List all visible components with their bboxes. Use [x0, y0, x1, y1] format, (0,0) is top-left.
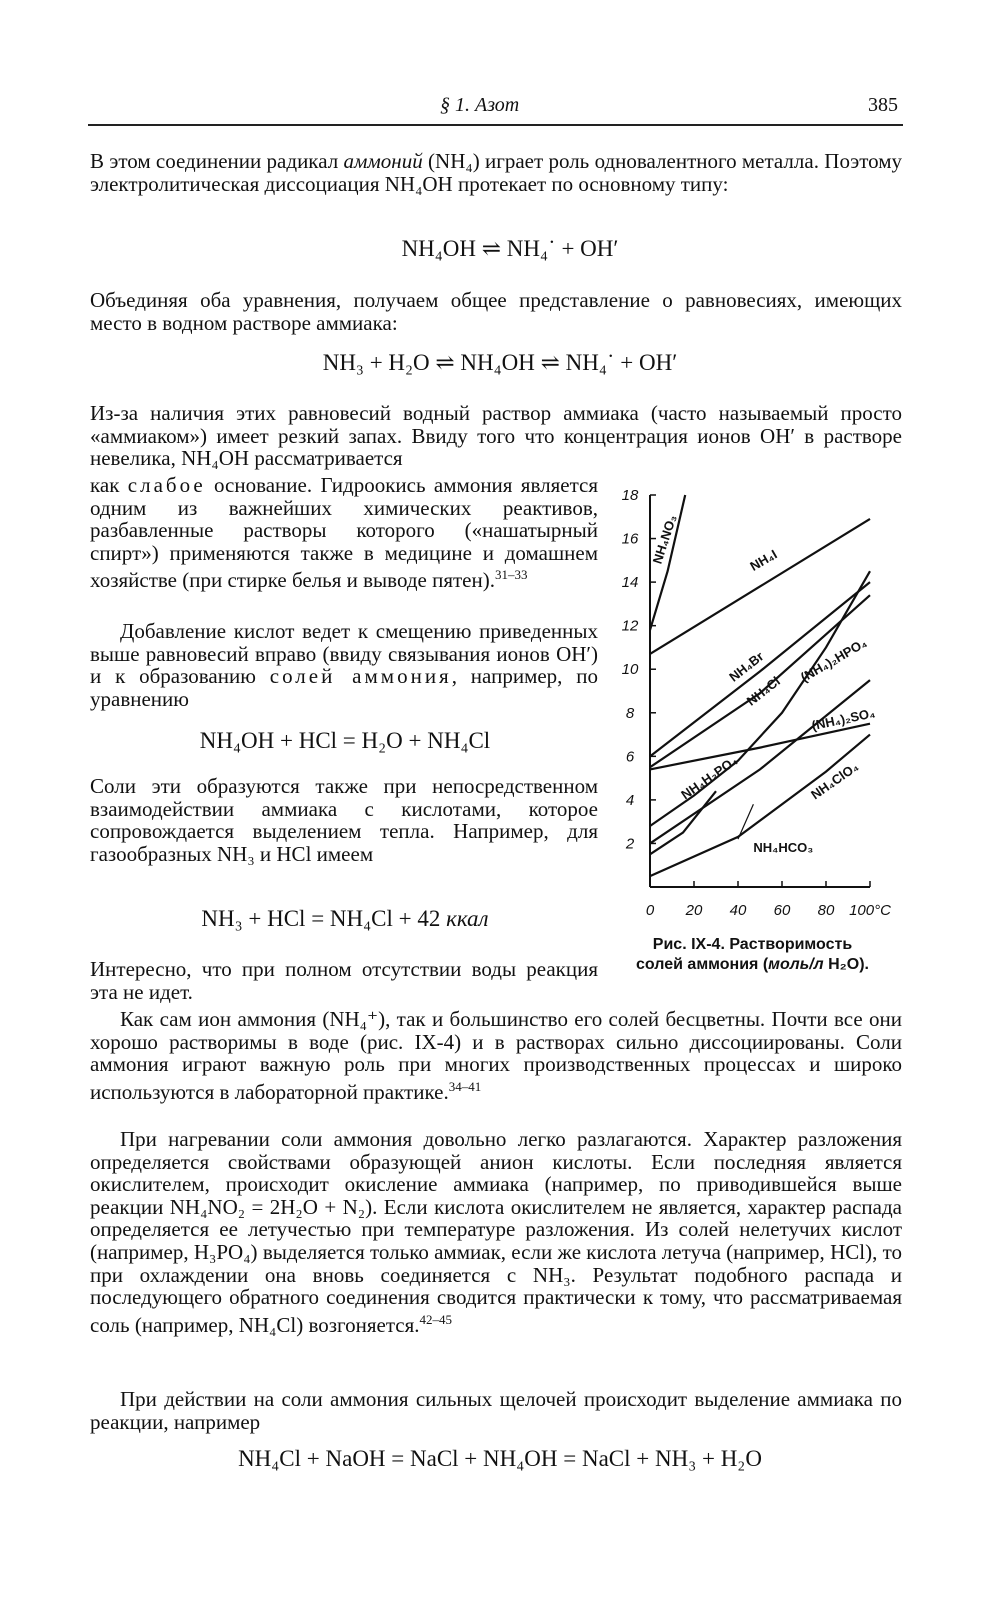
y-tick-label: 4 [625, 791, 635, 809]
series-label: NH₄Br [726, 648, 767, 685]
y-tick-label: 10 [621, 661, 639, 679]
x-tick-label: 40 [729, 902, 747, 919]
y-tick-label: 14 [621, 574, 639, 592]
figure-caption [605, 935, 900, 975]
paragraph-1: В этом соединении радикал аммоний (NH₄) играет роль одновалентного металла. Поэтому электролитическая диссоциация NH₄OH протекает по основному типу: [90, 149, 902, 196]
x-tick-label: 80 [817, 902, 835, 919]
paragraph-5: Добавление кислот ведет к смещению приведенных выше равновесий вправо (ввиду связывания ионов OH′) и к образованию солей аммония, например, по уравнению [90, 619, 598, 711]
series-line [650, 595, 870, 767]
y-tick-label: 6 [625, 748, 635, 766]
paragraph-6: Соли эти образуются также при непосредственном взаимодействии аммиака с кислотами, которое сопровождается выделением тепла. Например, для газообразных NH₃ и HCl имеем [90, 774, 598, 866]
x-tick-label: 100°C [849, 902, 891, 919]
series-label: NH₄NO₃ [649, 512, 680, 566]
paragraph-4: как слабое основание. Гидроокись аммония является одним из важнейших химических реактивов, разбавленные растворы которого («нашатырный спирт») применяются также в медицине и домашнем хозяйстве (при стирке белья и выводе пятен).$^{31-33}$ [90, 473, 598, 593]
equation-3: NH₄OH + HCl = H₂O + NH₄Cl [199, 728, 491, 753]
series-label: NH₄I [747, 546, 780, 574]
equation-2: NH₃ + H₂O ⇌ NH₄OH ⇌ NH₄˙ + OH′ [322, 350, 678, 375]
series-label: NH₄H₂PO₄ [678, 752, 741, 803]
paragraph-7: Интересно, что при полном отсутствии воды реакция эта не идет. [90, 957, 598, 1004]
caption-line-2: солей аммония (моль/л H₂O). [636, 956, 869, 973]
x-tick-label: 20 [685, 902, 703, 919]
series-line [650, 519, 870, 654]
series-label: NH₄HCO₃ [753, 840, 814, 856]
solubility-chart [605, 485, 905, 930]
caption-line-1: Рис. IX-4. Растворимость [652, 936, 853, 953]
y-tick-label: 2 [625, 835, 635, 853]
running-header: § 1. Азот [440, 94, 520, 116]
y-tick-label: 16 [621, 530, 639, 548]
label-leader-line [738, 804, 753, 839]
y-tick-label: 12 [621, 617, 639, 635]
series-label: NH₄Cl [743, 673, 783, 709]
paragraph-2: Объединяя оба уравнения, получаем общее представление о равновесиях, имеющих место в водном растворе аммиака: [90, 288, 902, 335]
series-label: NH₄ClO₄ [808, 758, 862, 803]
header-rule [88, 124, 903, 126]
series-label: (NH₄)₂HPO₄ [798, 635, 870, 685]
paragraph-10: При действии на соли аммония сильных щелочей происходит выделение аммиака по реакции, например [90, 1387, 902, 1434]
paragraph-9: При нагревании соли аммония довольно легко разлагаются. Характер разложения определяется свойствами образующей анион кислоты. Если последняя является окислителем, происходит окисление аммиака (например, по приводившейся выше реакции NH₄NO₂ = 2H₂O + N₂). Если кислота окислителем не является, характер распада определяется ее летучестью при температуре разложения. Из солей нелетучих кислот (например, H₃PO₄) выделяется только аммиак, если же кислота летуча (например, HCl), то при охлаждении она вновь соединяется с NH₃. Результат подобного распада и последующего обратного соединения сводится практически к тому, что рассматриваемая соль (например, NH₄Cl) возгоняется.$^{42-45}$ [90, 1127, 902, 1337]
equation-1: NH₄OH ⇌ NH₄˙ + OH′ [401, 236, 619, 261]
x-tick-label: 0 [645, 902, 655, 919]
y-tick-label: 8 [625, 704, 635, 722]
x-tick-label: 60 [773, 902, 791, 919]
equation-4: NH₃ + HCl = NH₄Cl + 42 ккал [201, 906, 489, 931]
series-line [650, 791, 716, 854]
y-tick-label: 18 [621, 487, 639, 504]
paragraph-8: Как сам ион аммония (NH₄⁺), так и большинство его солей бесцветны. Почти все они хорошо растворимы в воде (рис. IX-4) и в растворах сильно диссоциированы. Соли аммония играют важную роль при многих производственных процессах и широко используются в лабораторной практике.$^{34-41}$ [90, 1007, 902, 1104]
paragraph-3: Из-за наличия этих равновесий водный раствор аммиака (часто называемый просто «аммиаком») имеет резкий запах. Ввиду того что концентрация ионов OH′ в растворе невелика, NH₄OH рассматривается [90, 401, 902, 471]
equation-5: NH₄Cl + NaOH = NaCl + NH₄OH = NaCl + NH₃ + H₂O [238, 1446, 762, 1471]
series-label: (NH₄)₂SO₄ [810, 705, 877, 734]
page-number: 385 [868, 94, 898, 116]
